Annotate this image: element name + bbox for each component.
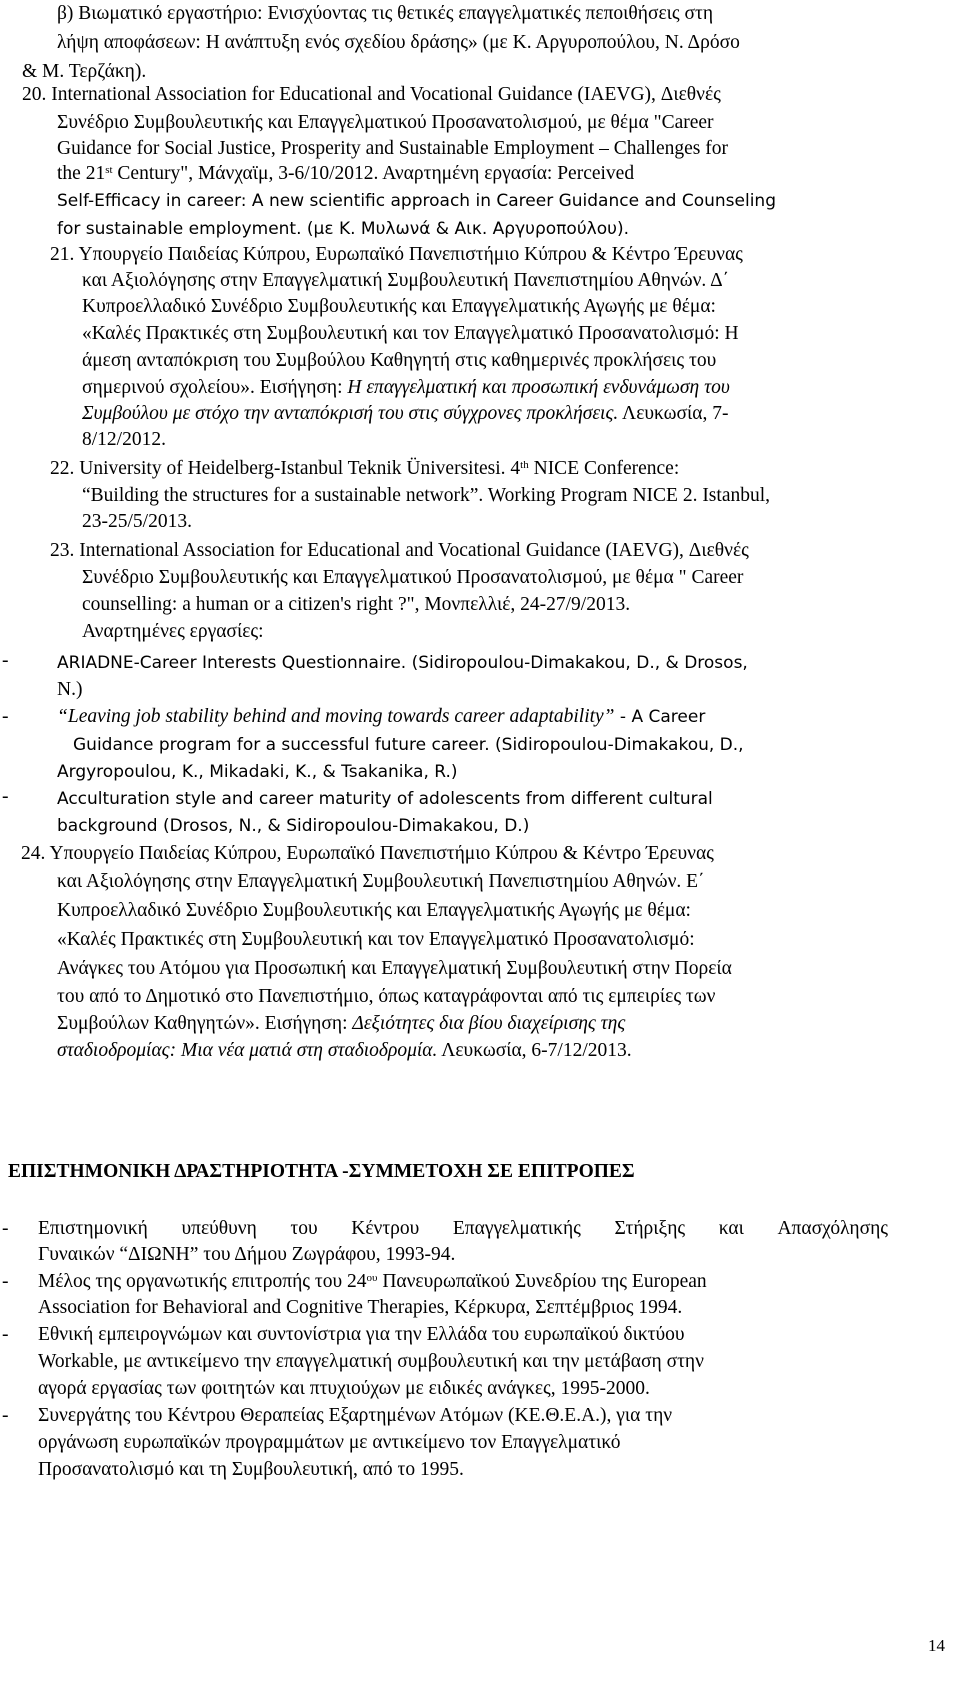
- dash-bullet: -: [2, 650, 9, 671]
- entry-21-line: 21. Υπουργείο Παιδείας Κύπρου, Ευρωπαϊκό Πανεπιστήμιο Κύπρου & Κέντρο Έρευνας: [50, 244, 743, 265]
- entry-19-line: β) Βιωματικό εργαστήριο: Ενισχύοντας τις θετικές επαγγελματικές πεποιθήσεις στη: [57, 3, 714, 24]
- entry-23-subheading: Αναρτημένες εργασίες:: [82, 621, 264, 642]
- entry-24-line: 24. Υπουργείο Παιδείας Κύπρου, Ευρωπαϊκό Πανεπιστήμιο Κύπρου & Κέντρο Έρευνας: [21, 843, 714, 864]
- entry-21-line: σημερινού σχολείου». Εισήγηση: Η επαγγελματική και προσωπική ενδυνάμωση του: [82, 377, 730, 398]
- activity-line: Workable, με αντικείμενο την επαγγελματική συμβουλευτική και την μετάβαση στην: [38, 1351, 704, 1372]
- entry-19-line: & Μ. Τερζάκη).: [22, 61, 147, 82]
- entry-20-line: the 21st Century", Μάνχαϊμ, 3-6/10/2012. Αναρτημένη εργασία: Perceived: [57, 163, 635, 184]
- paper-line: Guidance program for a successful future career. (Sidiropoulou-Dimakakou, D.,: [73, 735, 744, 755]
- entry-19-line: λήψη αποφάσεων: Η ανάπτυξη ενός σχεδίου δράσης» (με Κ. Αργυροπούλου, Ν. Δρόσο: [57, 32, 740, 53]
- entry-20-line: Self-Efficacy in career: A new scientific approach in Career Guidance and Counseling: [57, 191, 776, 211]
- entry-21-line: «Καλές Πρακτικές στη Συμβουλευτική και τον Επαγγελματικό Προσανατολισμό: Η: [82, 323, 739, 344]
- dash-bullet: -: [2, 1218, 9, 1239]
- activity-line: Μέλος της οργανωτικής επιτροπής του $24^{o\upsilon}$ Πανευρωπαϊκού Συνεδρίου της European: [38, 1271, 707, 1292]
- entry-23-line: Συνέδριο Συμβουλευτικής και Επαγγελματικού Προσανατολισμού, με θέμα " Career: [82, 567, 744, 588]
- activity-line: Γυναικών “ΔΙΩΝΗ” του Δήμου Ζωγράφου, 1993-94.: [38, 1244, 456, 1265]
- paper-line: “Leaving job stability behind and moving towards career adaptability” - A Career: [57, 706, 706, 727]
- paper-line: Argyropoulou, K., Mikadaki, K., & Tsakanika, R.): [57, 762, 458, 782]
- dash-bullet: -: [2, 1405, 9, 1426]
- dash-bullet: -: [2, 1324, 9, 1345]
- entry-24-line: «Καλές Πρακτικές στη Συμβουλευτική και τον Επαγγελματικό Προσανατολισμό:: [57, 929, 695, 950]
- entry-23-line: counselling: a human or a citizen's right ?", Μονπελλιέ, 24-27/9/2013.: [82, 594, 631, 615]
- entry-23-line: 23. International Association for Educational and Vocational Guidance (IAEVG), Διεθνές: [50, 540, 749, 561]
- dash-bullet: -: [2, 1271, 9, 1292]
- page-number: 14: [928, 1636, 945, 1655]
- activity-line: Επιστημονική υπεύθυνη του Κέντρου Επαγγελματικής Στήριξης και Απασχόλησης: [38, 1218, 888, 1239]
- entry-20-line: Συνέδριο Συμβουλευτικής και Επαγγελματικού Προσανατολισμού, με θέμα "Career: [57, 112, 714, 133]
- dash-bullet: -: [2, 786, 9, 807]
- section-heading: ΕΠΙΣΤΗΜΟΝΙΚΗ ΔΡΑΣΤΗΡΙΟΤΗΤΑ -ΣΥΜΜΕΤΟΧΗ ΣΕ ΕΠΙΤΡΟΠΕΣ: [8, 1161, 635, 1182]
- activity-line: Association for Behavioral and Cognitive Therapies, Κέρκυρα, Σεπτέμβριος 1994.: [38, 1297, 683, 1318]
- entry-24-line: Ανάγκες του Ατόμου για Προσωπική και Επαγγελματική Συμβουλευτική στην Πορεία: [57, 958, 732, 979]
- activity-line: Συνεργάτης του Κέντρου Θεραπείας Εξαρτημένων Ατόμων (ΚΕ.Θ.Ε.Α.), για την: [38, 1405, 673, 1426]
- activity-line: αγορά εργασίας των φοιτητών και πτυχιούχων με ειδικές ανάγκες, 1995-2000.: [38, 1378, 650, 1399]
- entry-21-line: και Αξιολόγησης στην Επαγγελματική Συμβουλευτική Πανεπιστημίου Αθηνών. Δ΄: [82, 270, 730, 291]
- entry-24-line: του από το Δημοτικό στο Πανεπιστήμιο, όπως καταγράφονται από τις εμπειρίες των: [57, 986, 716, 1007]
- entry-22-line: 22. University of Heidelberg-Istanbul Teknik Üniversitesi. 4th NICE Conference:: [50, 458, 680, 479]
- entry-20-line: Guidance for Social Justice, Prosperity and Sustainable Employment – Challenges for: [57, 138, 728, 159]
- entry-21-line: Κυπροελλαδικό Συνέδριο Συμβουλευτικής και Επαγγελματικής Αγωγής με θέμα:: [82, 296, 716, 317]
- entry-22-line: 23-25/5/2013.: [82, 511, 192, 532]
- entry-24-line: σταδιοδρομίας: Μια νέα ματιά στη σταδιοδρομία. Λευκωσία, 6-7/12/2013.: [57, 1040, 632, 1061]
- paper-line: ARIADNE-Career Interests Questionnaire. (Sidiropoulou-Dimakakou, D., & Drosos,: [57, 653, 748, 673]
- activity-line: οργάνωση ευρωπαϊκών προγραμμάτων με αντικείμενο τον Επαγγελματικό: [38, 1432, 621, 1453]
- entry-21-line: 8/12/2012.: [82, 429, 166, 450]
- entry-21-line: Συμβούλου με στόχο την ανταπόκρισή του στις σύγχρονες προκλήσεις. Λευκωσία, 7-: [82, 403, 729, 424]
- paper-line: N.): [57, 679, 83, 700]
- entry-24-line: Συμβούλων Καθηγητών». Εισήγηση: Δεξιότητες δια βίου διαχείρισης της: [57, 1013, 626, 1034]
- entry-24-line: και Αξιολόγησης στην Επαγγελματική Συμβουλευτική Πανεπιστημίου Αθηνών. Ε΄: [57, 871, 705, 892]
- entry-24-line: Κυπροελλαδικό Συνέδριο Συμβουλευτικής και Επαγγελματικής Αγωγής με θέμα:: [57, 900, 691, 921]
- paper-line: Acculturation style and career maturity of adolescents from different cultural: [57, 789, 713, 809]
- activity-line: Προσανατολισμό και τη Συμβουλευτική, από το 1995.: [38, 1459, 464, 1480]
- dash-bullet: -: [2, 706, 9, 727]
- activity-line: Εθνική εμπειρογνώμων και συντονίστρια για την Ελλάδα του ευρωπαϊκού δικτύου: [38, 1324, 685, 1345]
- paper-line: background (Drosos, N., & Sidiropoulou-Dimakakou, D.): [57, 816, 530, 836]
- entry-22-line: “Building the structures for a sustainable network”. Working Program NICE 2. Istanbul,: [82, 485, 771, 506]
- entry-20-line: 20. International Association for Educational and Vocational Guidance (IAEVG), Διεθνές: [22, 84, 721, 105]
- entry-21-line: άμεση ανταπόκριση του Συμβούλου Καθηγητή στις καθημερινές προκλήσεις του: [82, 350, 717, 371]
- entry-20-line: for sustainable employment. (με Κ. Μυλωνά & Αικ. Αργυροπούλου).: [57, 219, 629, 239]
